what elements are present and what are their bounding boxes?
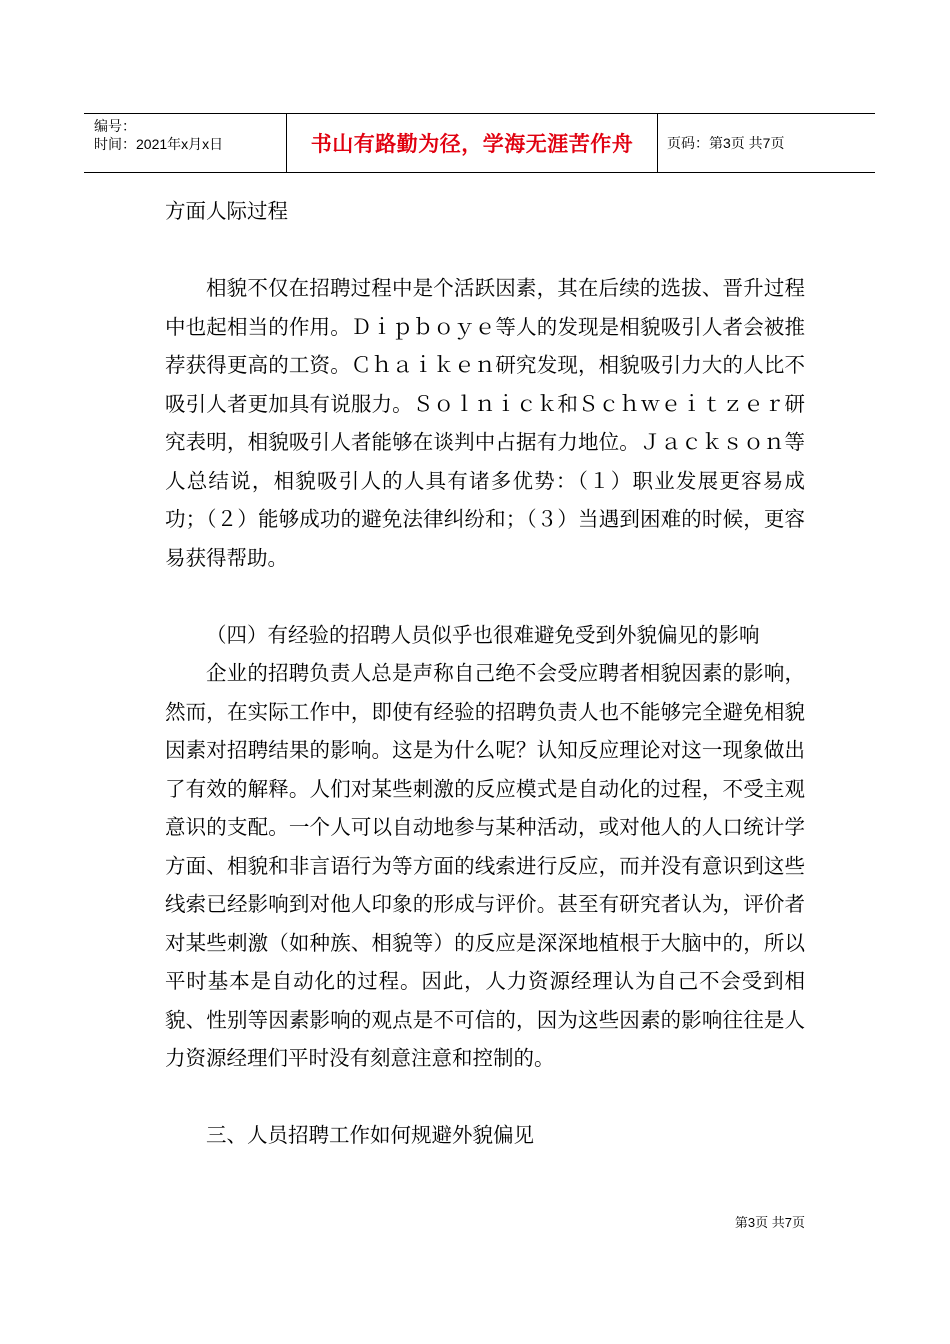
paragraph-continuation: 方面人际过程 (165, 199, 288, 223)
paragraph-cognitive-response: 企业的招聘负责人总是声称自己绝不会受应聘者相貌因素的影响，然而，在实际工作中，即使有经验的招聘负责人也不能够完全避免相貌因素对招聘结果的影响。这是为什么呢？认知反应理论对这一现象做出了有效的解释。人们对某些刺激的反应模式是自动化的过程，不受主观意识的支配。一个人可以自动地参与某种活动，或对他人的人口统计学方面、相貌和非言语行为等方面的线索进行反应，而并没有意识到这些线索已经影响到对他人印象的形成与评价。甚至有研究者认为，评价者对某些刺激（如种族、相貌等）的反应是深深地植根于大脑中的，所以平时基本是自动化的过程。因此，人力资源经理认为自己不会受到相貌、性别等因素影响的观点是不可信的，因为这些因素的影响往往是人力资源经理们平时没有刻意注意和控制的。 (165, 661, 805, 1070)
paragraph-gap (165, 1078, 805, 1117)
paragraph-appearance-effects: 相貌不仅在招聘过程中是个活跃因素，其在后续的选拔、晋升过程中也起相当的作用。Ｄｉｐｂｏｙｅ等人的发现是相貌吸引人者会被推荐获得更高的工资。Ｃｈａｉｋｅｎ研究发现，相貌吸引力大的人比不吸引人者更加具有说服力。Ｓｏｌｎｉｃｋ和Ｓｃｈｗｅｉｔｚｅｒ研究表明，相貌吸引人者能够在谈判中占据有力地位。Ｊａｃｋｓｏｎ等人总结说，相貌吸引人的人具有诸多优势：（１）职业发展更容易成功；（２）能够成功的避免法律纠纷和；（３）当遇到困难的时候，更容易获得帮助。 (165, 276, 805, 570)
paragraph-gap (165, 231, 805, 270)
document-body (165, 192, 805, 1155)
header-meta-cell (84, 114, 286, 172)
section-heading-3: 三、人员招聘工作如何规避外貌偏见 (206, 1123, 534, 1147)
header-motto: 书山有路勤为径，学海无涯苦作舟 (286, 114, 658, 172)
document-number-label: 编号： (94, 118, 136, 134)
header-page-number: 页码：第3页 共7页 (667, 135, 785, 151)
document-time-label: 时间：2021年x月x日 (94, 136, 224, 152)
page-footer: 第3页 共7页 (734, 1215, 805, 1230)
document-header (84, 113, 875, 173)
section-heading-4: （四）有经验的招聘人员似乎也很难避免受到外貌偏见的影响 (206, 622, 760, 647)
paragraph-gap (165, 577, 805, 616)
